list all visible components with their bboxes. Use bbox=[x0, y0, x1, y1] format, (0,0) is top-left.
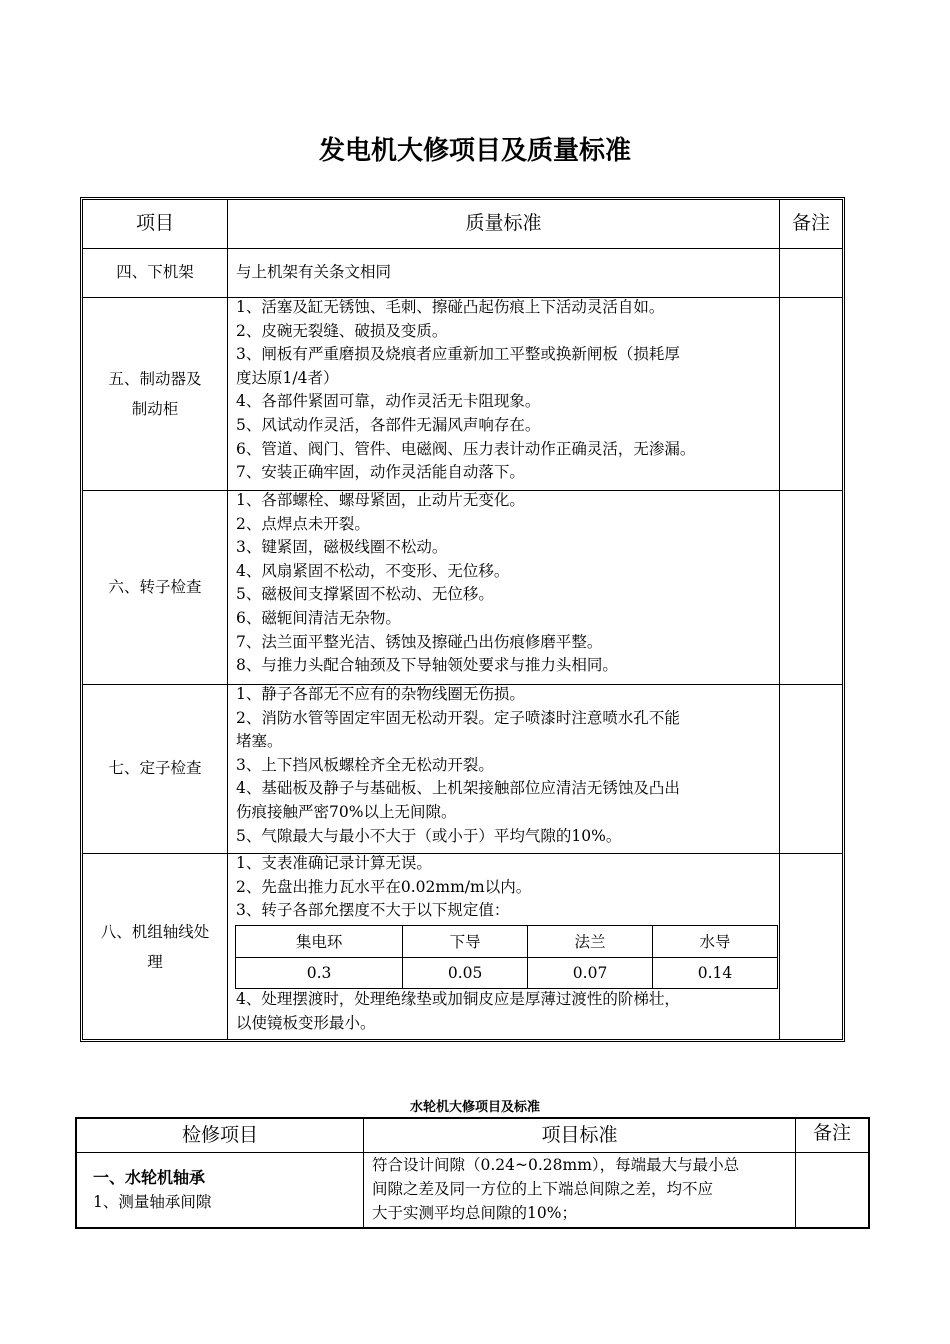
sub-header-collector-ring: 集电环 bbox=[236, 926, 403, 958]
standard-line: 与上机架有关条文相同 bbox=[236, 263, 392, 282]
sub-header-lower-guide: 下导 bbox=[403, 926, 528, 958]
standard-line: 5、磁极间支撑紧固不松动、无位移。 bbox=[236, 585, 494, 604]
standard-line: 1、支表准确记录计算无误。 bbox=[236, 854, 432, 872]
row-item-lower-frame: 四、下机架 bbox=[116, 263, 194, 282]
row-standard-brake bbox=[228, 296, 779, 490]
standard-line: 2、皮碗无裂缝、破损及变质。 bbox=[236, 321, 448, 340]
page-title: 发电机大修项目及质量标准 bbox=[318, 136, 631, 166]
standard-line: 7、安装正确牢固，动作灵活能自动落下。 bbox=[236, 463, 525, 482]
row-item-rotor: 六、转子检查 bbox=[108, 577, 202, 596]
row-standard-rotor bbox=[228, 489, 779, 684]
standard-line: 1、静子各部无不应有的杂物线圈无伤损。 bbox=[236, 685, 525, 703]
sub-value-flange: 0.07 bbox=[528, 957, 653, 989]
row-standard-lower-frame bbox=[228, 249, 779, 297]
t2-row-standard bbox=[364, 1153, 795, 1227]
standard-line: 伤痕接触严密70%以上无间隙。 bbox=[236, 802, 457, 821]
standard-line: 5、气隙最大与最小不大于（或小于）平均气隙的10%。 bbox=[236, 826, 622, 845]
section-title-turbine: 水轮机大修项目及标准 bbox=[409, 1100, 540, 1115]
standard-line: 2、先盘出推力瓦水平在0.02mm/m以内。 bbox=[236, 877, 532, 896]
row-item-shaft-alignment bbox=[83, 854, 227, 1039]
t2-header-standard: 项目标准 bbox=[541, 1123, 618, 1146]
sub-value-water-guide: 0.14 bbox=[653, 957, 778, 989]
standard-line: 2、消防水管等固定牢固无松动开裂。定子喷漆时注意喷水孔不能 bbox=[236, 708, 680, 727]
standard-line: 8、与推力头配合轴颈及下导轴领处要求与推力头相同。 bbox=[236, 656, 618, 675]
standard-line: 6、管道、阀门、管件、电磁阀、压力表计动作正确灵活，无渗漏。 bbox=[236, 439, 696, 458]
header-quality-standard: 质量标准 bbox=[465, 212, 542, 235]
standard-line: 3、键紧固，磁极线圈不松动。 bbox=[236, 538, 448, 557]
sub-header-water-guide: 水导 bbox=[653, 926, 778, 958]
standard-line: 间隙之差及同一方位的上下端总间隙之差，均不应 bbox=[372, 1180, 714, 1198]
t2-item-text: 1、测量轴承间隙 bbox=[93, 1193, 212, 1211]
item-line: 五、制动器及 bbox=[108, 370, 202, 388]
table-row bbox=[236, 926, 778, 958]
standard-line: 符合设计间隙（0.24~0.28mm），每端最大与最小总 bbox=[372, 1156, 740, 1174]
generator-overhaul-table bbox=[80, 197, 845, 1042]
header-item: 项目 bbox=[135, 212, 174, 235]
row-standard-stator bbox=[228, 683, 779, 853]
standard-line: 4、基础板及静子与基础板、上机架接触部位应清洁无锈蚀及凸出 bbox=[236, 779, 680, 798]
item-line: 八、机组轴线处 bbox=[100, 922, 210, 941]
t2-header-remarks: 备注 bbox=[812, 1122, 851, 1144]
standard-line: 4、各部件紧固可靠，动作灵活无卡阻现象。 bbox=[236, 392, 541, 411]
standard-line: 4、风扇紧固不松动，不变形、无位移。 bbox=[236, 561, 510, 580]
table-row bbox=[236, 957, 778, 989]
standard-line: 以使镜板变形最小。 bbox=[236, 1013, 376, 1032]
row-item-brake bbox=[83, 298, 227, 490]
sub-header-flange: 法兰 bbox=[528, 926, 653, 958]
standard-line: 5、风试动作灵活，各部件无漏风声响存在。 bbox=[236, 415, 541, 434]
standard-line: 度达原1/4者） bbox=[236, 368, 339, 387]
sub-value-lower-guide: 0.05 bbox=[403, 957, 528, 989]
standard-line: 7、法兰面平整光洁、锈蚀及擦碰凸出伤痕修磨平整。 bbox=[236, 632, 603, 651]
standard-line: 1、活塞及缸无锈蚀、毛刺、擦碰凸起伤痕上下活动灵活自如。 bbox=[236, 298, 665, 316]
standard-line: 6、磁轭间清洁无杂物。 bbox=[236, 608, 401, 627]
turbine-overhaul-table bbox=[75, 1117, 870, 1229]
standard-line: 3、转子各部允摆度不大于以下规定值： bbox=[236, 901, 510, 920]
standard-line: 2、点焊点未开裂。 bbox=[236, 514, 370, 533]
standard-line: 4、处理摆渡时，处理绝缘垫或加铜皮应是厚薄过渡性的阶梯壮， bbox=[236, 990, 680, 1008]
t2-row-item bbox=[93, 1166, 363, 1226]
row-standard-shaft-top bbox=[228, 852, 779, 927]
t2-item-heading: 一、水轮机轴承 bbox=[93, 1168, 206, 1187]
sub-value-collector-ring: 0.3 bbox=[236, 957, 403, 989]
swing-limit-table bbox=[235, 925, 778, 989]
standard-line: 1、各部螺栓、螺母紧固，止动片无变化。 bbox=[236, 491, 525, 509]
row-item-stator: 七、定子检查 bbox=[108, 759, 202, 778]
standard-line: 3、闸板有严重磨损及烧痕者应重新加工平整或换新闸板（损耗厚 bbox=[236, 345, 680, 364]
item-line: 制动柜 bbox=[131, 400, 179, 418]
standard-line: 堵塞。 bbox=[236, 732, 283, 751]
header-remarks: 备注 bbox=[791, 212, 830, 235]
standard-line: 大于实测平均总间隙的10%； bbox=[372, 1204, 577, 1222]
item-line: 理 bbox=[147, 952, 163, 971]
standard-line: 3、上下挡风板螺栓齐全无松动开裂。 bbox=[236, 755, 494, 774]
row-standard-shaft-bottom bbox=[228, 988, 779, 1038]
t2-header-item: 检修项目 bbox=[181, 1123, 258, 1146]
